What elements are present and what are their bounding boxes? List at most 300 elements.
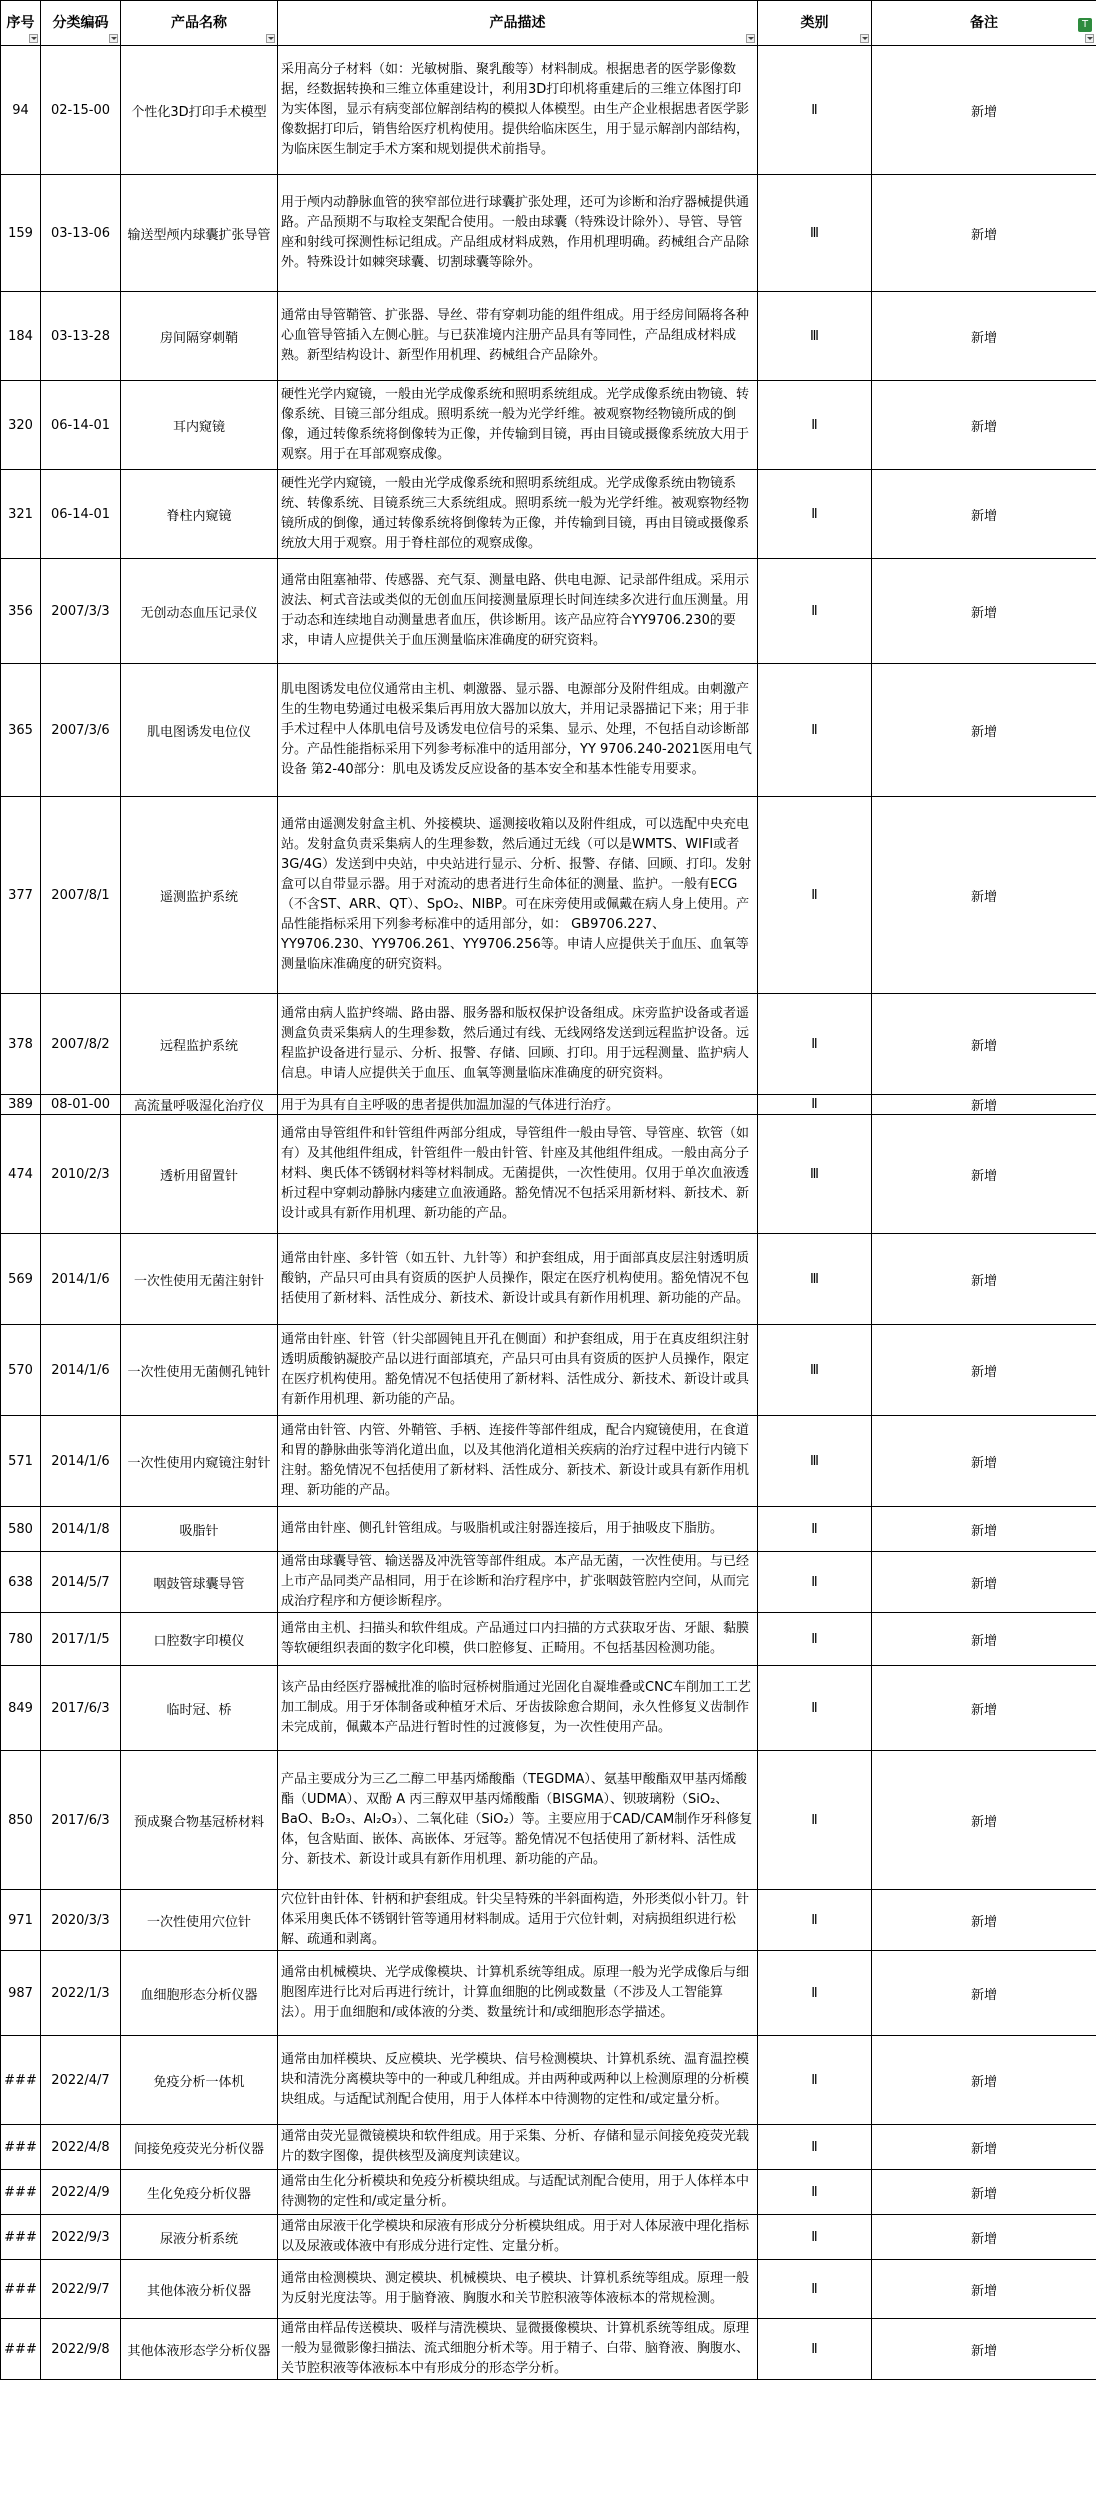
- cell-seq[interactable]: [1, 381, 41, 470]
- cell-seq-text: ###: [4, 2341, 37, 2357]
- cell-name[interactable]: [121, 1325, 278, 1416]
- header-seq-label: 序号: [6, 15, 35, 31]
- cell-cls-text: Ⅱ: [811, 1812, 818, 1828]
- cell-desc[interactable]: [278, 994, 758, 1095]
- cell-code-text: 2014/1/6: [51, 1362, 110, 1378]
- cell-seq[interactable]: [1, 2319, 41, 2380]
- cell-cls-text: Ⅲ: [810, 328, 819, 344]
- cell-desc[interactable]: [278, 1507, 758, 1552]
- cell-seq[interactable]: [1, 1666, 41, 1751]
- cell-note[interactable]: [872, 1325, 1096, 1416]
- cell-name-text: 一次性使用内窥镜注射针: [127, 1455, 271, 1471]
- cell-note[interactable]: [872, 2170, 1096, 2215]
- cell-note[interactable]: [872, 1951, 1096, 2036]
- cell-cls[interactable]: [758, 1416, 872, 1507]
- cell-desc[interactable]: [278, 292, 758, 381]
- cell-code-text: 2017/6/3: [51, 1812, 110, 1828]
- cell-note-text: 新增: [970, 1273, 997, 1289]
- cell-name[interactable]: [121, 2260, 278, 2319]
- cell-note-text: 新增: [970, 104, 997, 120]
- cell-seq-text: 987: [8, 1985, 33, 2001]
- cell-note-text: 新增: [970, 1523, 997, 1539]
- cell-note-text: 新增: [970, 1576, 997, 1592]
- cell-note[interactable]: [872, 1416, 1096, 1507]
- cell-note[interactable]: [872, 381, 1096, 470]
- cell-cls-text: Ⅱ: [811, 2072, 818, 2088]
- cell-code[interactable]: [41, 381, 121, 470]
- cell-seq-text: ###: [4, 2184, 37, 2200]
- cell-code[interactable]: [41, 2170, 121, 2215]
- cell-cls[interactable]: [758, 1751, 872, 1890]
- table-row: [1, 1325, 1096, 1416]
- cell-seq[interactable]: [1, 1951, 41, 2036]
- cell-name-text: 输送型颅内球囊扩张导管: [127, 227, 271, 243]
- cell-desc[interactable]: [278, 381, 758, 470]
- cell-name[interactable]: [121, 175, 278, 292]
- table-row: [1, 1115, 1096, 1234]
- corner-badge-icon[interactable]: T: [1078, 18, 1092, 32]
- cell-code[interactable]: [41, 175, 121, 292]
- cell-note[interactable]: [872, 2260, 1096, 2319]
- cell-code[interactable]: [41, 1325, 121, 1416]
- cell-desc[interactable]: [278, 1613, 758, 1666]
- cell-cls[interactable]: [758, 175, 872, 292]
- cell-note-text: 新增: [970, 1914, 997, 1930]
- cell-note-text: 新增: [970, 2283, 997, 2299]
- cell-note[interactable]: [872, 1115, 1096, 1234]
- cell-code[interactable]: [41, 1890, 121, 1951]
- cell-code[interactable]: [41, 1552, 121, 1613]
- cell-desc[interactable]: [278, 1666, 758, 1751]
- cell-name-text: 遥测监护系统: [159, 889, 238, 905]
- cell-desc-text: 通常由荧光显微镜模块和软件组成。用于采集、分析、存储和显示间接免疫荧光载片的数字图像，提供核型及滴度判读建议。: [281, 2129, 750, 2164]
- cell-cls-text: Ⅱ: [811, 1912, 818, 1928]
- cell-name[interactable]: [121, 1507, 278, 1552]
- cell-note[interactable]: [872, 994, 1096, 1095]
- cell-note[interactable]: [872, 1234, 1096, 1325]
- table-row: [1, 1507, 1096, 1552]
- filter-dropdown-icon[interactable]: [29, 34, 38, 43]
- filter-dropdown-icon[interactable]: [266, 34, 275, 43]
- cell-name[interactable]: [121, 2170, 278, 2215]
- cell-code-text: 2022/4/9: [51, 2184, 110, 2200]
- table-row: [1, 1613, 1096, 1666]
- cell-seq-text: 356: [8, 603, 33, 619]
- cell-seq[interactable]: [1, 2125, 41, 2170]
- cell-cls[interactable]: [758, 1507, 872, 1552]
- cell-code-text: 2017/6/3: [51, 1700, 110, 1716]
- cell-cls[interactable]: [758, 381, 872, 470]
- cell-seq[interactable]: [1, 470, 41, 559]
- header-code: [41, 1, 121, 46]
- cell-code[interactable]: [41, 1095, 121, 1115]
- cell-note-text: 新增: [970, 1633, 997, 1649]
- cell-desc[interactable]: [278, 2319, 758, 2380]
- cell-name[interactable]: [121, 1751, 278, 1890]
- cell-seq[interactable]: [1, 292, 41, 381]
- table-row: [1, 1951, 1096, 2036]
- cell-code[interactable]: [41, 470, 121, 559]
- cell-note[interactable]: [872, 1507, 1096, 1552]
- cell-cls-text: Ⅱ: [811, 1097, 818, 1112]
- table-row: [1, 1751, 1096, 1890]
- cell-name-text: 肌电图诱发电位仪: [146, 724, 251, 740]
- cell-code[interactable]: [41, 1951, 121, 2036]
- cell-note[interactable]: [872, 797, 1096, 994]
- cell-seq[interactable]: [1, 1890, 41, 1951]
- cell-cls[interactable]: [758, 1115, 872, 1234]
- cell-desc-text: 该产品由经医疗器械批准的临时冠桥树脂通过光固化自凝堆叠或CNC车削加工工艺加工制成。用于牙体制备或种植牙术后、牙齿拔除愈合期间，永久性修复义齿制作未完成前，佩戴本产品进行暂时性的过渡修复，为一次性使用产品。: [281, 1680, 751, 1735]
- cell-name-text: 一次性使用无菌注射针: [133, 1273, 264, 1289]
- cell-code[interactable]: [41, 292, 121, 381]
- cell-desc-text: 用于为具有自主呼吸的患者提供加温加湿的气体进行治疗。: [281, 1097, 620, 1113]
- cell-seq[interactable]: [1, 664, 41, 797]
- cell-seq-text: ###: [4, 2139, 37, 2155]
- cell-note-text: 新增: [970, 2141, 997, 2157]
- cell-code-text: 2014/1/6: [51, 1453, 110, 1469]
- table-row: [1, 1234, 1096, 1325]
- cell-seq[interactable]: [1, 2260, 41, 2319]
- header-note: [872, 1, 1096, 46]
- cell-cls[interactable]: [758, 2319, 872, 2380]
- cell-note-text: 新增: [970, 2343, 997, 2359]
- cell-name[interactable]: [121, 2319, 278, 2380]
- cell-note-text: 新增: [970, 1455, 997, 1471]
- cell-note[interactable]: [872, 1552, 1096, 1613]
- cell-cls[interactable]: [758, 1325, 872, 1416]
- cell-cls[interactable]: [758, 664, 872, 797]
- cell-name[interactable]: [121, 1095, 278, 1115]
- cell-note[interactable]: [872, 175, 1096, 292]
- cell-code-text: 2014/1/8: [51, 1521, 110, 1537]
- table-row: [1, 1416, 1096, 1507]
- cell-cls-text: Ⅱ: [811, 417, 818, 433]
- table-row: [1, 994, 1096, 1095]
- cell-seq[interactable]: [1, 1552, 41, 1613]
- filter-dropdown-icon[interactable]: [746, 34, 755, 43]
- cell-code[interactable]: [41, 994, 121, 1095]
- cell-name[interactable]: [121, 1416, 278, 1507]
- cell-note[interactable]: [872, 1666, 1096, 1751]
- cell-name[interactable]: [121, 2215, 278, 2260]
- cell-desc[interactable]: [278, 2125, 758, 2170]
- cell-seq-text: 320: [8, 417, 33, 433]
- cell-desc-text: 采用高分子材料（如：光敏树脂、聚乳酸等）材料制成。根据患者的医学影像数据，经数据转换和三维立体重建设计，利用3D打印机将重建后的三维立体图打印为实体图，显示有病变部位解剖结构的模拟人体模型。由生产企业根据患者医学影像数据打印后，销售给医疗机构使用。提供给临床医生，用于显示解剖内部结构，为临床医生制定手术方案和规划提供术前指导。: [281, 62, 750, 157]
- cell-desc-text: 通常由针管、内管、外鞘管、手柄、连接件等部件组成，配合内窥镜使用，在食道和胃的静脉曲张等消化道出血，以及其他消化道相关疾病的治疗过程中进行内镜下注射。豁免情况不包括使用了新材料、活性成分、新技术、新设计或具有新作用机理、新功能的产品。: [281, 1423, 750, 1498]
- cell-code[interactable]: [41, 797, 121, 994]
- cell-note-text: 新增: [970, 2186, 997, 2202]
- cell-desc-text: 通常由针座、侧孔针管组成。与吸脂机或注射器连接后，用于抽吸皮下脂肪。: [281, 1521, 724, 1536]
- cell-desc[interactable]: [278, 175, 758, 292]
- cell-cls[interactable]: [758, 1234, 872, 1325]
- cell-cls[interactable]: [758, 994, 872, 1095]
- filter-dropdown-icon[interactable]: [109, 34, 118, 43]
- cell-desc[interactable]: [278, 664, 758, 797]
- header-desc-label: 产品描述: [489, 15, 546, 31]
- cell-note[interactable]: [872, 2125, 1096, 2170]
- cell-seq[interactable]: [1, 1115, 41, 1234]
- cell-name[interactable]: [121, 1552, 278, 1613]
- cell-note[interactable]: [872, 559, 1096, 664]
- cell-desc-text: 通常由导管组件和针管组件两部分组成，导管组件一般由导管、导管座、软管（如有）及其他组件组成，针管组件一般由针管、针座及其他组件组成。一般由高分子材料、奥氏体不锈钢材料等材料制成。无菌提供，一次性使用。仅用于单次血液透析过程中穿刺动静脉内瘘建立血液通路。豁免情况不包括采用新材料、新技术、新设计或具有新作用机理、新功能的产品。: [281, 1126, 750, 1221]
- cell-name-text: 一次性使用无菌侧孔钝针: [127, 1364, 271, 1380]
- table-row: [1, 2319, 1096, 2380]
- cell-cls[interactable]: [758, 1552, 872, 1613]
- cell-name[interactable]: [121, 1951, 278, 2036]
- cell-name[interactable]: [121, 1234, 278, 1325]
- cell-note-text: 新增: [970, 889, 997, 905]
- table-row: [1, 1095, 1096, 1115]
- cell-desc[interactable]: [278, 2260, 758, 2319]
- cell-code-text: 2007/3/6: [51, 722, 110, 738]
- cell-name[interactable]: [121, 1890, 278, 1951]
- cell-cls-text: Ⅲ: [810, 1166, 819, 1182]
- cell-name-text: 远程监护系统: [159, 1038, 238, 1054]
- cell-seq[interactable]: [1, 994, 41, 1095]
- cell-code-text: 02-15-00: [50, 102, 110, 118]
- cell-name[interactable]: [121, 470, 278, 559]
- cell-code[interactable]: [41, 1666, 121, 1751]
- filter-dropdown-icon[interactable]: [860, 34, 869, 43]
- cell-seq-text: 184: [8, 328, 33, 344]
- cell-code-text: 2014/1/6: [51, 1271, 110, 1287]
- header-row: [1, 1, 1096, 46]
- cell-cls[interactable]: [758, 46, 872, 175]
- cell-note-text: 新增: [970, 1814, 997, 1830]
- cell-code[interactable]: [41, 664, 121, 797]
- cell-desc-text: 通常由生化分析模块和免疫分析模块组成。与适配试剂配合使用，用于人体样本中待测物的定性和/或定量分析。: [281, 2174, 750, 2209]
- cell-cls[interactable]: [758, 1095, 872, 1115]
- cell-desc[interactable]: [278, 1234, 758, 1325]
- cell-name[interactable]: [121, 1115, 278, 1234]
- cell-name-text: 其他体液分析仪器: [146, 2283, 251, 2299]
- cell-seq-text: ###: [4, 2072, 37, 2088]
- cell-note-text: 新增: [970, 508, 997, 524]
- cell-name-text: 其他体液形态学分析仪器: [127, 2343, 271, 2359]
- cell-desc[interactable]: [278, 2170, 758, 2215]
- header-seq: [1, 1, 41, 46]
- cell-name-text: 间接免疫荧光分析仪器: [133, 2141, 264, 2157]
- cell-cls-text: Ⅱ: [811, 2139, 818, 2155]
- cell-note-text: 新增: [970, 1987, 997, 2003]
- cell-cls-text: Ⅱ: [811, 603, 818, 619]
- cell-desc-text: 通常由机械模块、光学成像模块、计算机系统等组成。原理一般为光学成像后与细胞图库进行比对后再进行统计，计算血细胞的比例或数量（不涉及人工智能算法）。用于血细胞和/或体液的分类、数量统计和/或细胞形态学描述。: [281, 1965, 750, 2020]
- cell-code[interactable]: [41, 46, 121, 175]
- cell-name[interactable]: [121, 2125, 278, 2170]
- cell-seq-text: ###: [4, 2229, 37, 2245]
- cell-code-text: 03-13-06: [50, 225, 110, 241]
- cell-note[interactable]: [872, 2319, 1096, 2380]
- cell-cls[interactable]: [758, 1613, 872, 1666]
- cell-cls-text: Ⅱ: [811, 1631, 818, 1647]
- cell-code[interactable]: [41, 559, 121, 664]
- cell-cls-text: Ⅲ: [810, 1453, 819, 1469]
- cell-desc[interactable]: [278, 559, 758, 664]
- cell-seq[interactable]: [1, 1507, 41, 1552]
- cell-desc[interactable]: [278, 46, 758, 175]
- table-row: [1, 1666, 1096, 1751]
- cell-cls[interactable]: [758, 292, 872, 381]
- cell-name[interactable]: [121, 2036, 278, 2125]
- cell-note-text: 新增: [970, 2074, 997, 2090]
- cell-seq-text: 389: [8, 1097, 33, 1112]
- cell-code-text: 2022/4/8: [51, 2139, 110, 2155]
- cell-code-text: 06-14-01: [50, 506, 110, 522]
- cell-name[interactable]: [121, 381, 278, 470]
- cell-seq[interactable]: [1, 175, 41, 292]
- cell-cls-text: Ⅱ: [811, 1985, 818, 2001]
- cell-desc-text: 通常由针座、多针管（如五针、九针等）和护套组成，用于面部真皮层注射透明质酸钠，产品只可由具有资质的医护人员操作，限定在医疗机构使用。豁免情况不包括使用了新材料、活性成分、新技术、新设计或具有新作用机理、新功能的产品。: [281, 1251, 750, 1306]
- cell-seq[interactable]: [1, 1751, 41, 1890]
- cell-desc[interactable]: [278, 1552, 758, 1613]
- cell-desc[interactable]: [278, 470, 758, 559]
- cell-desc[interactable]: [278, 1416, 758, 1507]
- table-row: [1, 2036, 1096, 2125]
- cell-code[interactable]: [41, 1234, 121, 1325]
- cell-name[interactable]: [121, 797, 278, 994]
- cell-cls[interactable]: [758, 2170, 872, 2215]
- cell-code-text: 08-01-00: [50, 1097, 110, 1112]
- cell-desc[interactable]: [278, 1890, 758, 1951]
- cell-seq-text: ###: [4, 2281, 37, 2297]
- cell-desc-text: 通常由病人监护终端、路由器、服务器和版权保护设备组成。床旁监护设备或者遥测盒负责采集病人的生理参数，然后通过有线、无线网络发送到远程监护设备。远程监护设备进行显示、分析、报警、存储、回顾、打印。用于远程测量、监护病人信息。申请人应提供关于血压、血氧等测量临床准确度的研究资料。: [281, 1006, 750, 1081]
- cell-desc-text: 通常由针座、针管（针尖部圆钝且开孔在侧面）和护套组成，用于在真皮组织注射透明质酸钠凝胶产品以进行面部填充，产品只可由具有资质的医护人员操作，限定在医疗机构使用。豁免情况不包括使用了新材料、活性成分、新技术、新设计或具有新作用机理、新功能的产品。: [281, 1332, 750, 1407]
- table-row: [1, 2215, 1096, 2260]
- cell-cls[interactable]: [758, 1951, 872, 2036]
- cell-code-text: 2022/1/3: [51, 1985, 110, 2001]
- cell-note[interactable]: [872, 1095, 1096, 1115]
- cell-name[interactable]: [121, 292, 278, 381]
- cell-desc[interactable]: [278, 1095, 758, 1115]
- cell-desc[interactable]: [278, 1951, 758, 2036]
- cell-seq[interactable]: [1, 797, 41, 994]
- cell-code[interactable]: [41, 1751, 121, 1890]
- cell-code-text: 2022/9/7: [51, 2281, 110, 2297]
- cell-desc-text: 穴位针由针体、针柄和护套组成。针尖呈特殊的半斜面构造，外形类似小针刀。针体采用奥氏体不锈钢针管等通用材料制成。适用于穴位针刺，对病损组织进行松解、疏通和剥离。: [281, 1892, 750, 1947]
- cell-desc[interactable]: [278, 1751, 758, 1890]
- cell-desc[interactable]: [278, 797, 758, 994]
- cell-seq[interactable]: [1, 46, 41, 175]
- cell-note[interactable]: [872, 46, 1096, 175]
- cell-note[interactable]: [872, 2036, 1096, 2125]
- cell-note[interactable]: [872, 470, 1096, 559]
- table-row: [1, 797, 1096, 994]
- cell-code[interactable]: [41, 1115, 121, 1234]
- cell-note[interactable]: [872, 664, 1096, 797]
- cell-note[interactable]: [872, 1751, 1096, 1890]
- cell-code-text: 2007/8/2: [51, 1036, 110, 1052]
- cell-desc[interactable]: [278, 2036, 758, 2125]
- cell-desc-text: 产品主要成分为三乙二醇二甲基丙烯酸酯（TEGDMA）、氨基甲酸酯双甲基丙烯酸酯（UDMA）、双酚 A 丙三醇双甲基丙烯酸酯（BISGMA）、钡玻璃粉（SiO₂、BaO、B₂O₃、Al₂O₃）、二氧化硅（SiO₂）等。主要应用于CAD/CAM制作牙科修复体，包含贴面、嵌体、高嵌体、牙冠等。豁免情况不包括使用了新材料、活性成分、新技术、新设计或具有新作用机理、新功能的产品。: [281, 1772, 753, 1867]
- table-row: [1, 664, 1096, 797]
- cell-seq[interactable]: [1, 2215, 41, 2260]
- cell-seq[interactable]: [1, 1095, 41, 1115]
- cell-seq-text: 570: [8, 1362, 33, 1378]
- cell-seq[interactable]: [1, 1325, 41, 1416]
- cell-note[interactable]: [872, 2215, 1096, 2260]
- cell-cls[interactable]: [758, 559, 872, 664]
- cell-code[interactable]: [41, 1613, 121, 1666]
- cell-note-text: 新增: [970, 724, 997, 740]
- cell-note-text: 新增: [970, 1168, 997, 1184]
- cell-cls[interactable]: [758, 470, 872, 559]
- cell-name[interactable]: [121, 1666, 278, 1751]
- cell-name[interactable]: [121, 1613, 278, 1666]
- cell-seq-text: 159: [8, 225, 33, 241]
- table-body: [1, 46, 1096, 2380]
- cell-code[interactable]: [41, 2319, 121, 2380]
- cell-code-text: 2022/4/7: [51, 2072, 110, 2088]
- cell-seq[interactable]: [1, 2036, 41, 2125]
- cell-code[interactable]: [41, 1507, 121, 1552]
- cell-name-text: 生化免疫分析仪器: [146, 2186, 251, 2202]
- cell-note-text: 新增: [970, 1702, 997, 1718]
- cell-seq-text: 580: [8, 1521, 33, 1537]
- cell-name[interactable]: [121, 664, 278, 797]
- cell-code[interactable]: [41, 2260, 121, 2319]
- cell-note-text: 新增: [970, 1099, 997, 1114]
- cell-cls[interactable]: [758, 2125, 872, 2170]
- cell-cls[interactable]: [758, 2215, 872, 2260]
- cell-code-text: 2007/3/3: [51, 603, 110, 619]
- cell-note-text: 新增: [970, 1038, 997, 1054]
- cell-name-text: 尿液分析系统: [159, 2231, 238, 2247]
- cell-seq[interactable]: [1, 1234, 41, 1325]
- cell-seq[interactable]: [1, 2170, 41, 2215]
- cell-note-text: 新增: [970, 605, 997, 621]
- cell-seq[interactable]: [1, 1613, 41, 1666]
- cell-cls[interactable]: [758, 797, 872, 994]
- cell-desc[interactable]: [278, 1115, 758, 1234]
- cell-note[interactable]: [872, 292, 1096, 381]
- cell-note[interactable]: [872, 1613, 1096, 1666]
- filter-dropdown-icon[interactable]: [1085, 34, 1094, 43]
- cell-note-text: 新增: [970, 419, 997, 435]
- cell-seq[interactable]: [1, 559, 41, 664]
- cell-name-text: 口腔数字印模仪: [153, 1633, 245, 1649]
- cell-desc-text: 通常由加样模块、反应模块、光学模块、信号检测模块、计算机系统、温育温控模块和清洗分离模块等中的一种或几种组成。并由两种或两种以上检测原理的分析模块组成。与适配试剂配合使用，用于人体样本中待测物的定性和/或定量分析。: [281, 2052, 750, 2107]
- cell-seq[interactable]: [1, 1416, 41, 1507]
- cell-code[interactable]: [41, 2125, 121, 2170]
- cell-cls-text: Ⅲ: [810, 1362, 819, 1378]
- cell-name[interactable]: [121, 994, 278, 1095]
- cell-cls[interactable]: [758, 2260, 872, 2319]
- cell-seq-text: 849: [8, 1700, 33, 1716]
- cell-cls[interactable]: [758, 2036, 872, 2125]
- cell-code[interactable]: [41, 1416, 121, 1507]
- cell-name[interactable]: [121, 559, 278, 664]
- cell-desc-text: 通常由球囊导管、输送器及冲洗管等部件组成。本产品无菌，一次性使用。与已经上市产品同类产品相同，用于在诊断和治疗程序中，扩张咽鼓管腔内空间，从而完成治疗程序和方便诊断程序。: [281, 1554, 750, 1609]
- cell-cls[interactable]: [758, 1890, 872, 1951]
- cell-desc[interactable]: [278, 2215, 758, 2260]
- cell-desc-text: 通常由阻塞袖带、传感器、充气泵、测量电路、供电电源、记录部件组成。采用示波法、柯式音法或类似的无创血压间接测量原理长时间连续多次进行血压测量。用于动态和连续地自动测量患者血压，供诊断用。该产品应符合YY9706.230的要求，申请人应提供关于血压测量临床准确度的研究资料。: [281, 573, 750, 648]
- cell-name-text: 无创动态血压记录仪: [140, 605, 258, 621]
- cell-code[interactable]: [41, 2036, 121, 2125]
- cell-cls[interactable]: [758, 1666, 872, 1751]
- table-row: [1, 1552, 1096, 1613]
- cell-cls-text: Ⅱ: [811, 2184, 818, 2200]
- cell-desc[interactable]: [278, 1325, 758, 1416]
- cell-code[interactable]: [41, 2215, 121, 2260]
- cell-code-text: 2010/2/3: [51, 1166, 110, 1182]
- cell-seq-text: 850: [8, 1812, 33, 1828]
- header-desc: [278, 1, 758, 46]
- cell-name[interactable]: [121, 46, 278, 175]
- cell-note-text: 新增: [970, 330, 997, 346]
- cell-note[interactable]: [872, 1890, 1096, 1951]
- cell-cls-text: Ⅱ: [811, 2341, 818, 2357]
- cell-name-text: 高流量呼吸湿化治疗仪: [133, 1099, 264, 1114]
